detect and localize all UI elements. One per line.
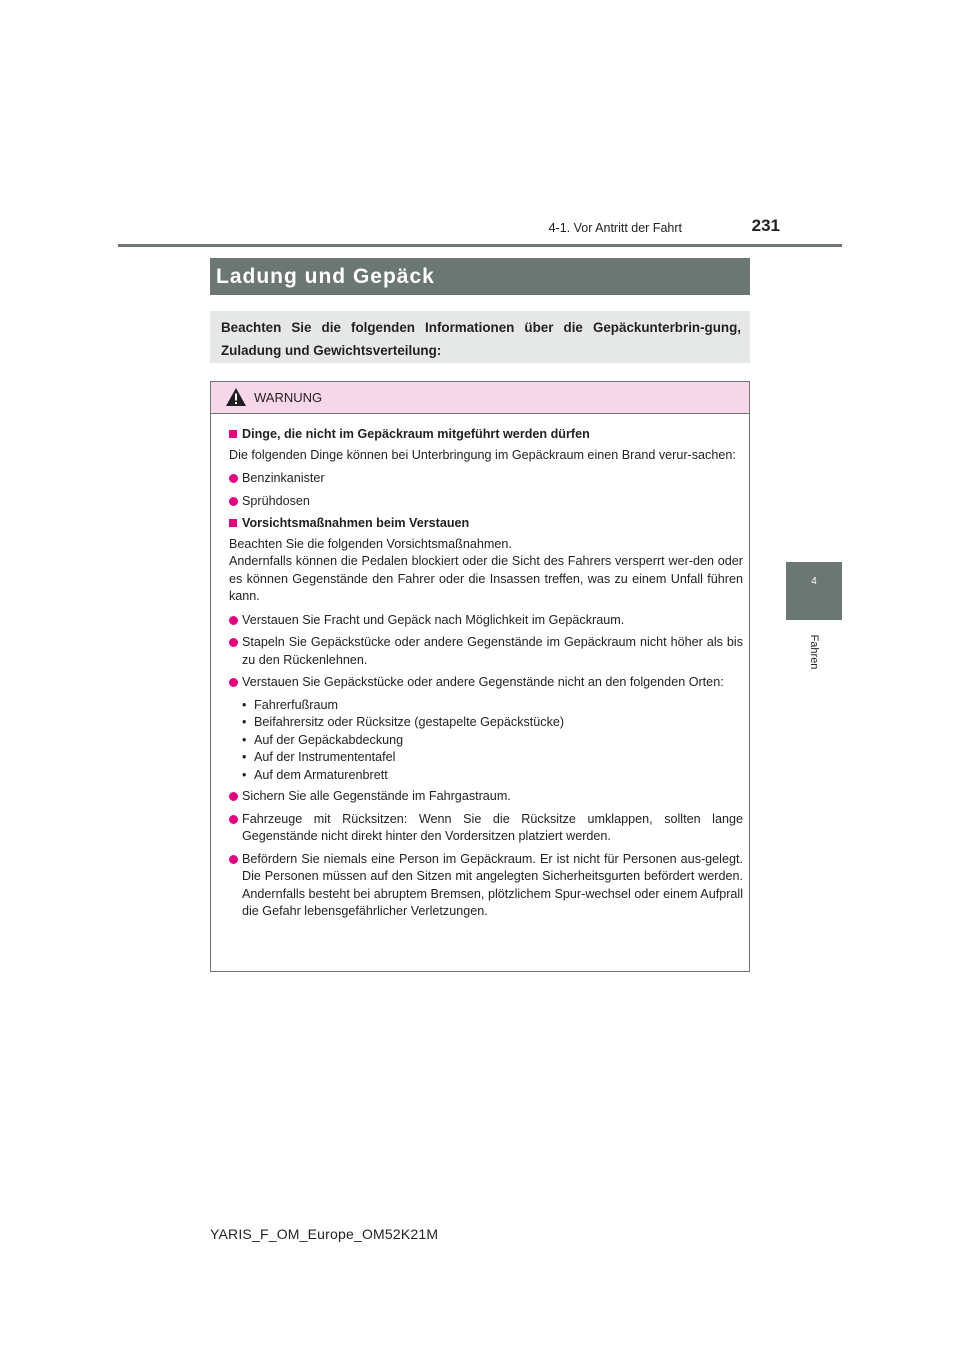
footer-doc-id: YARIS_F_OM_Europe_OM52K21M [210, 1226, 439, 1242]
paragraph: Andernfalls können die Pedalen blockiert oder die Sicht des Fahrers versperrt wer-den oder es können Gegenstände den Fahrer oder die Insassen treffen, was zu einem Unfall führen kann. [229, 554, 743, 603]
paragraph: Beachten Sie die folgenden Vorsichtsmaßnahmen. [229, 536, 512, 551]
list-item: Verstauen Sie Fracht und Gepäck nach Möglichkeit im Gepäckraum. [229, 612, 743, 630]
list-item: • Beifahrersitz oder Rücksitze (gestapelte Gepäckstücke) [242, 714, 743, 732]
warning-title: WARNUNG [254, 390, 323, 405]
dot-bullet-icon [229, 616, 238, 625]
list-item: • Fahrerfußraum [242, 697, 743, 715]
chapter-number: 4 [811, 576, 817, 587]
list-item: Benzinkanister [229, 470, 743, 488]
section-label: 4-1. Vor Antritt der Fahrt [548, 221, 682, 235]
list-item: Verstauen Sie Gepäckstücke oder andere Gegenstände nicht an den folgenden Orten: [229, 674, 743, 692]
list-item: • Auf der Gepäckabdeckung [242, 732, 743, 750]
list-item: Fahrzeuge mit Rücksitzen: Wenn Sie die Rücksitze umklappen, sollten lange Gegenstände nicht direkt hinter den Vordersitzen platziert werden. [229, 811, 743, 846]
paragraph: Die folgenden Dinge können bei Unterbringung im Gepäckraum einen Brand verur-sachen: [229, 447, 736, 462]
warning-triangle-icon [225, 387, 247, 407]
dot-bullet-icon [229, 815, 238, 824]
square-bullet-icon [229, 519, 237, 527]
list-item: Sprühdosen [229, 493, 743, 511]
dot-bullet-icon [229, 497, 238, 506]
warning-header [211, 382, 749, 414]
list-item: • Auf der Instrumententafel [242, 749, 743, 767]
subheading-items-not-allowed: Dinge, die nicht im Gepäckraum mitgeführt werden dürfen [217, 426, 743, 444]
list-item: Sichern Sie alle Gegenstände im Fahrgastraum. [229, 788, 743, 806]
title-bar [210, 258, 750, 295]
header-rule [118, 244, 842, 247]
dot-bullet-icon [229, 855, 238, 864]
square-bullet-icon [229, 430, 237, 438]
dot-bullet-icon [229, 792, 238, 801]
warning-box [210, 381, 750, 972]
chapter-label: Fahren [808, 634, 820, 670]
intro-box: Beachten Sie die folgenden Informationen über die Gepäckunterbrin-gung, Zuladung und Gewichtsverteilung: [210, 311, 750, 363]
page-title: Ladung und Gepäck [216, 265, 435, 288]
subheading-stowing-precautions: Vorsichtsmaßnahmen beim Verstauen [217, 515, 743, 533]
dot-bullet-icon [229, 678, 238, 687]
dot-bullet-icon [229, 474, 238, 483]
chapter-tab [786, 562, 842, 620]
page-number: 231 [751, 216, 780, 235]
list-item: Befördern Sie niemals eine Person im Gepäckraum. Er ist nicht für Personen aus-gelegt. Die Personen müssen auf den Sitzen mit angelegten Sicherheitsgurten befördert werden. Andernfalls besteht bei abruptem Bremsen, plötzlichem Spur-wechsel oder einem Aufprall die Gefahr lebensgefährlicher Verletzungen. [229, 851, 743, 921]
list-item: • Auf dem Armaturenbrett [242, 767, 743, 785]
warning-body [211, 414, 749, 921]
places-list [242, 697, 743, 785]
list-item: Stapeln Sie Gepäckstücke oder andere Gegenstände im Gepäckraum nicht höher als bis zu den Rückenlehnen. [229, 634, 743, 669]
dot-bullet-icon [229, 638, 238, 647]
